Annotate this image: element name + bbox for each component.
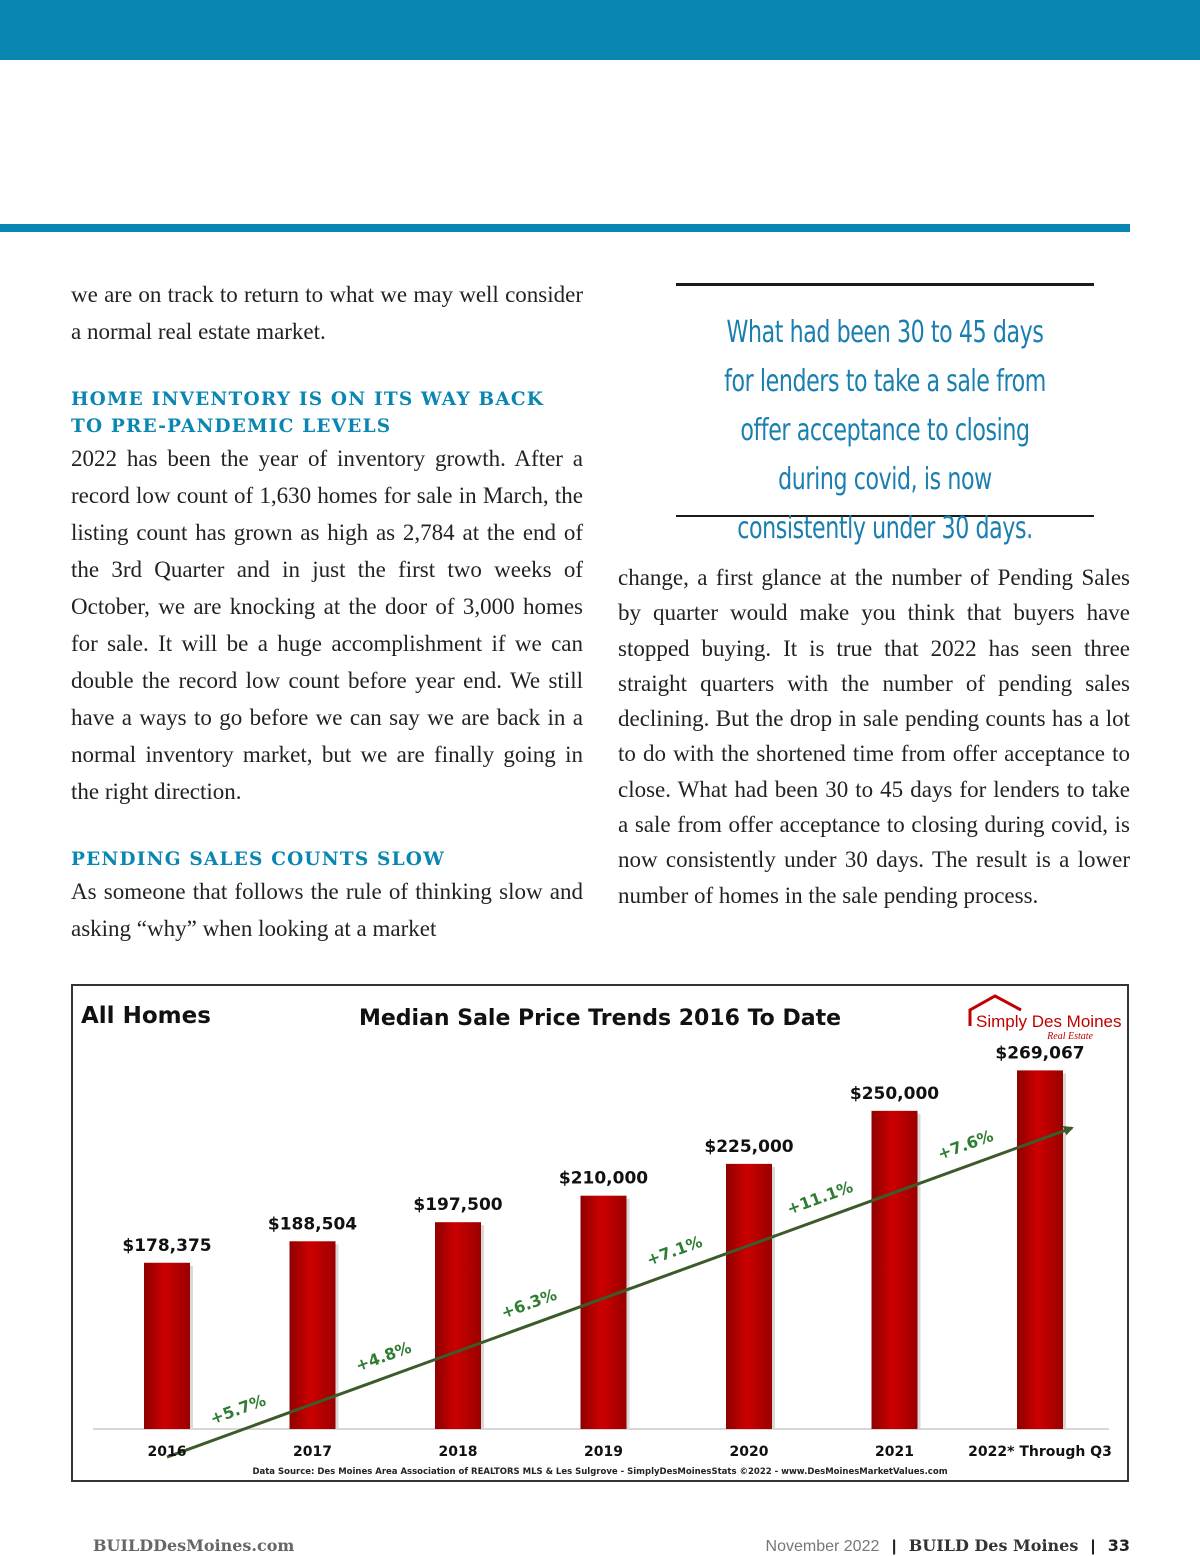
logo-text: Simply Des Moines <box>976 1012 1122 1031</box>
value-label: $178,375 <box>122 1235 212 1256</box>
value-label: $269,067 <box>995 1043 1085 1064</box>
chart-series-label: All Homes <box>81 1003 211 1029</box>
chart-source: Data Source: Des Moines Area Association of REALTORS MLS & Les Sulgrove - SimplyDesMoinesStats ©2022 - www.DesMoinesMarketValues.com <box>252 1467 948 1477</box>
pull-quote-box <box>676 283 1094 546</box>
footer-separator-2: | <box>1090 1538 1096 1555</box>
category-label: 2018 <box>438 1444 478 1460</box>
footer-publication: BUILD Des Moines <box>908 1536 1079 1555</box>
pending-paragraph-start: As someone that follows the rule of thinking slow and asking “why” when looking at a market <box>71 879 583 941</box>
article-column-left <box>71 276 583 947</box>
bar-2021 <box>872 1111 918 1429</box>
bar-2019 <box>581 1196 627 1429</box>
bar-2022 <box>1017 1070 1063 1429</box>
chart-frame <box>71 984 1129 1482</box>
category-label: 2017 <box>293 1444 332 1460</box>
right-paragraph: change, a first glance at the number of Pending Sales by quarter would make you think that buyers have stopped buying. It is true that 2022 has seen three straight quarters with the number of pending sales declining. But the drop in sale pending counts has a lot to do with the shortened time from offer acceptance to close. What had been 30 to 45 days for lenders to take a sale from offer acceptance to closing during covid, is now consistently under 30 days. The result is a lower number of homes in the sale pending process. <box>618 565 1130 908</box>
value-label: $225,000 <box>704 1136 794 1157</box>
category-label: 2020 <box>729 1444 769 1460</box>
value-label: $197,500 <box>413 1195 503 1216</box>
page-number: 33 <box>1107 1536 1130 1555</box>
category-label: 2022* Through Q3 <box>968 1444 1112 1460</box>
inventory-paragraph: 2022 has been the year of inventory growth. After a record low count of 1,630 homes for sale in March, the listing count has grown as high as 2,784 at the end of the 3rd Quarter and in just the first two weeks of October, we are knocking at the door of 3,000 homes for sale. It will be a huge accomplishment if we can double the record low count before year end. We still have a ways to go before we can say we are back in a normal inventory market, but we are finally going in the right direction. <box>71 446 583 804</box>
category-label: 2016 <box>147 1444 187 1460</box>
growth-label: +7.1% <box>643 1231 705 1270</box>
footer-site: BUILDDesMoines.com <box>93 1536 295 1555</box>
section-rule <box>0 224 1130 232</box>
growth-label: +5.7% <box>207 1390 269 1429</box>
value-label: $210,000 <box>558 1168 649 1189</box>
article-column-right <box>618 560 1130 913</box>
median-price-chart <box>73 986 1127 1480</box>
footer-info <box>766 1536 1130 1556</box>
footer-separator: | <box>891 1538 897 1555</box>
value-label: $188,504 <box>267 1214 358 1235</box>
heading-pending: PENDING SALES COUNTS SLOW <box>71 849 446 870</box>
simply-des-moines-logo <box>970 996 1122 1042</box>
category-label: 2019 <box>584 1444 623 1460</box>
growth-label: +4.8% <box>352 1337 414 1376</box>
growth-label: +7.6% <box>934 1126 996 1164</box>
bar-2017 <box>290 1241 336 1429</box>
value-label: $250,000 <box>849 1083 940 1104</box>
chart-title: Median Sale Price Trends 2016 To Date <box>358 1006 842 1031</box>
bar-2018 <box>435 1222 481 1429</box>
intro-paragraph: we are on track to return to what we may well consider a normal real estate market. <box>71 282 583 344</box>
category-label: 2021 <box>875 1444 914 1460</box>
growth-label: +6.3% <box>498 1284 560 1323</box>
bar-2020 <box>726 1164 772 1429</box>
header-band <box>0 0 1200 60</box>
pull-quote: What had been 30 to 45 days for lenders to take a sale from offer acceptance to closing during covid, is now consistently under 30 days. <box>724 315 1046 546</box>
logo-subtext: Real Estate <box>1047 1031 1093 1042</box>
heading-inventory: HOME INVENTORY IS ON ITS WAY BACK TO PRE-PANDEMIC LEVELS <box>71 389 545 437</box>
bars-group <box>144 1070 1066 1429</box>
bar-2016 <box>144 1263 190 1429</box>
growth-label: +11.1% <box>784 1177 856 1219</box>
footer-issue: November 2022 <box>765 1538 880 1555</box>
